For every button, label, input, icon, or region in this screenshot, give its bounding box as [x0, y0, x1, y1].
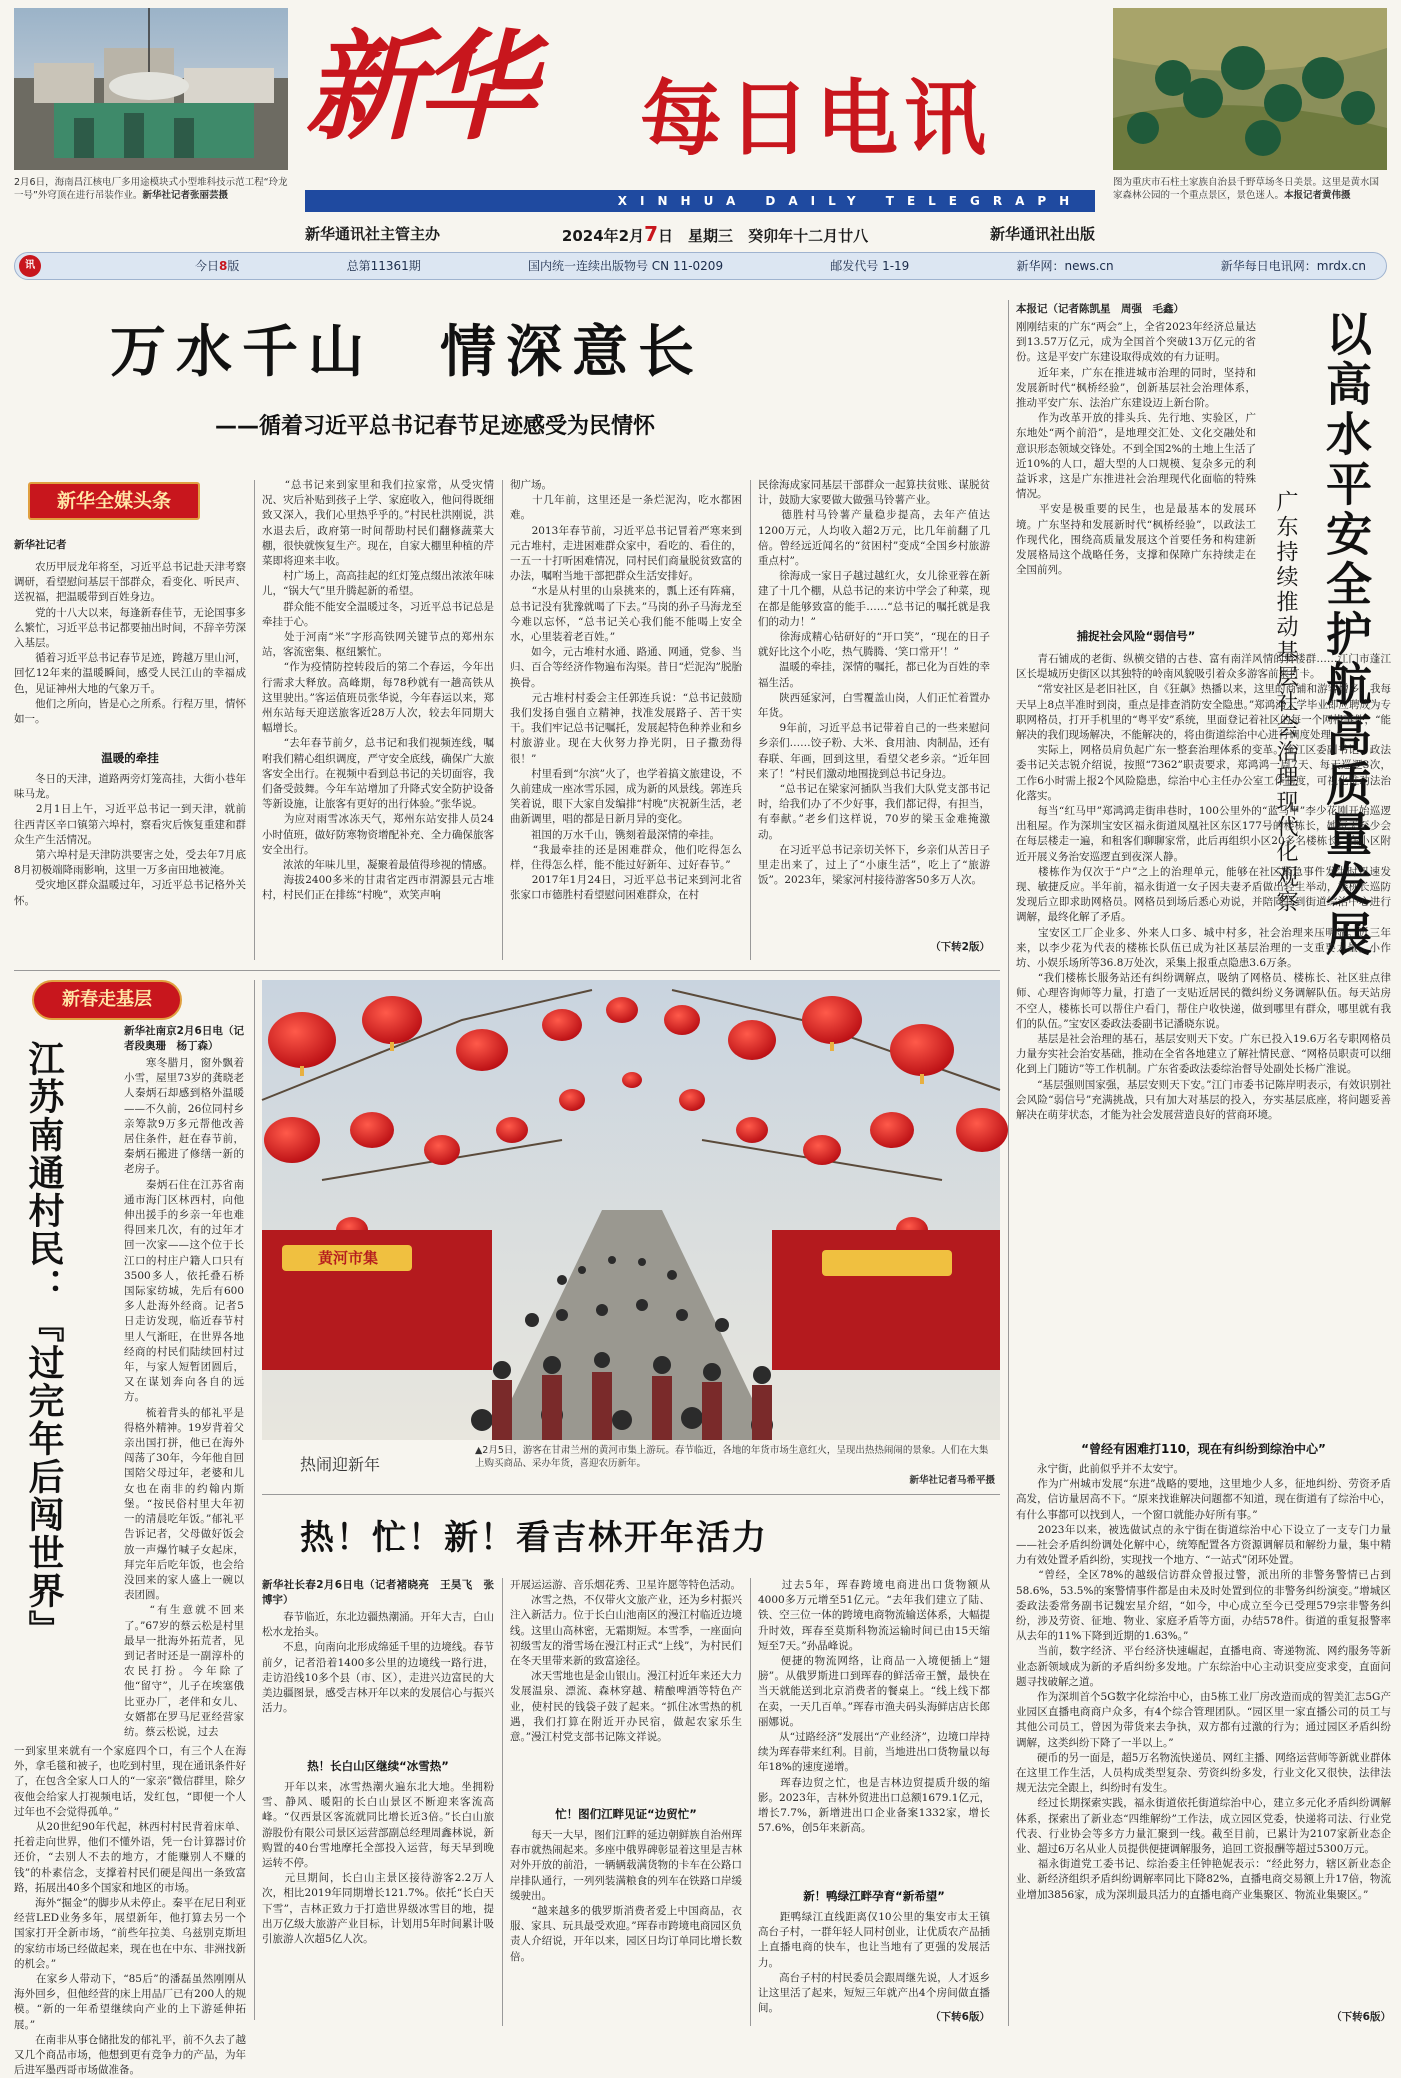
- issue-number: 总第11361期: [346, 259, 421, 273]
- postal-code: 邮发代号 1-19: [830, 259, 910, 273]
- jilin-col1b: 开年以来，冰雪热潮火遍东北大地。坐拥粉雪、静风、暖阳的长白山景区不断迎来客流高峰。“仅西景区客流就同比增长近3倍。”长白山旅游股份有限公司景区运营部副总经理周鑫林说，新购置的40台雪地摩托全部投入运营，每天早到晚运转不停。 元旦期间，长白山主景区接待游客2.2万人次，相比2019年同期增长121.7%。依托“长白天下雪”，吉林正致力于打造世界级冰雪目的地，提出万亿级大旅游产业目标，计划用5年时间累计吸引旅游人次超5亿人次。: [262, 1781, 494, 1946]
- sponsor: 新华通讯社主管主办: [305, 225, 441, 243]
- photo-title: 热闹迎新年: [300, 1455, 381, 1474]
- jilin-sub3: 新！鸭绿江畔孕育“新希望”: [803, 1889, 945, 1903]
- jilin-sub1: 热！长白山区继续“冰雪热”: [307, 1759, 449, 1773]
- jilin-col3b: 距鸭绿江直线距离仅10公里的集安市太王镇高台子村，一群年轻人同村创业，让优质农产品插上直播电商的快车，也让当地有了更强的发展活力。 高台子村的村民委员会跟周继先说，人才返乡让这里活了起来，短短三年就产出4个房间做直播间。: [758, 1911, 990, 2015]
- cn-number: 国内统一连续出版物号 CN 11-0209: [527, 259, 724, 273]
- lead-continued: （下转2版）: [930, 941, 990, 953]
- info-bar: [14, 252, 1387, 280]
- logo-title: 每日电讯: [640, 72, 993, 167]
- base-col-b-visible: 一到家里来就有一个家庭四个口，有三个人在海外，拿毛毯和被子，也吃到村里，现在通讯条件好了，在包含全家人口人的“一家亲”微信群里，除夕夜他会给家人打视频电话，发红包，“即便一个人过年也不会觉得孤单。” 从20世纪90年代起，林西村村民背着床单、托着走向世界，他们不懂外语，凭一台计算器讨价还价，“去别人不去的地方，才能赚别人不赚的钱”的朴素信念，支撑着村民们硬是闯出一条致富路，拓展出40多个国家和地区的市场。 海外“掘金”的脚步从未停止。秦平在尼日利亚经营LED业务多年，展望新年，他打算去另一个国家打开全新市场，“前些年拉美、乌兹别克斯坦的家纺市场已经做起来，现在也在中东、非洲找新的机会。” 在家乡人带动下，“85后”的潘磊虽然刚刚从海外回乡，但他经营的床上用品厂已有200人的规模。“新的一年希望继续向产业的上下游延伸拓展。” 在南非从事仓储批发的郁礼平，前不久去了越又几个商品市场，他想到更有竞争力的产品，为年后进军墨西哥市场做准备。: [14, 1745, 246, 2077]
- guangdong-col-a: 刚刚结束的广东“两会”上，全省2023年经济总量达到13.57万亿元，成为全国首个突破13万亿元的省份。这是平安广东建设取得成效的有力证明。 近年来，广东在推进城市治理的同时，坚持和发展新时代“枫桥经验”，创新基层社会治理体系，推动平安广东、法治广东建设迈上新台阶。 作为改革开放的排头兵、先行地、实验区，广东地处“两个前沿”，是地理交汇处、文化交融处和意识形态领域交锋处。不到全国2%的土地上生活了近10%的人口，超大型的人口规模、复杂多元的利益诉求，这是广东推进社会治理现代化面临的特殊情况。 平安是极重要的民生，也是最基本的发展环境。广东坚持和发展新时代“枫桥经验”，以政法工作现代化，围绕高质量发展这个首要任务和构建新发展格局这个战略任务，支撑和保障广东持续走在全国前列。: [1016, 321, 1256, 577]
- photo-credit: 新华社记者马希平摄: [909, 1475, 995, 1486]
- date-line: [305, 222, 1095, 246]
- jilin-col3: 过去5年，珲春跨境电商进出口货物额从4000多万元增至51亿元。“去年我们建立了陆、铁、空三位一体的跨境电商物流输送体系，大幅提升时效，珲春至莫斯科物流运输时间已由15天缩短至7天。”孙晶峰说。 便捷的物流网络，让商品一入境便插上“翅膀”。从俄罗斯进口到珲春的鲜活帝王蟹，最快在当天就能送到北京消费者的餐桌上。“线上线下都在卖，一天几百单。”珲春市渔夫码头海鲜店店长郎丽娜说。 从“过路经济”发展出“产业经济”，边境口岸持续为珲春带来红利。目前，当地进出口货物量以每年18%的速度递增。 珲春边贸之忙，也是吉林边贸提质升级的缩影。2023年，吉林外贸进出口总额1679.1亿元，增长7.7%，新增进出口企业备案1332家，增长57.6%，创5年来新高。: [758, 1579, 990, 1835]
- xinhua-emblem-icon: 讯: [19, 255, 41, 277]
- jilin-col1: 春节临近，东北边疆热潮涌。开年大吉，白山松水龙抬头。 不息，向南向北形成绵延千里的边境线。春节前夕，记者沿着1400多公里的边境线一路行进，走访沿线10多个县（市、区），走进兴边富民的大美边疆图景，感受吉林开年以来的发展信心与振兴活力。: [262, 1611, 494, 1715]
- lead-title: 万水千山 情深意长: [110, 320, 704, 385]
- lead-col1: 农历甲辰龙年将至，习近平总书记赴天津考察调研，看望慰问基层干部群众，看变化、听民声、送祝福，把温暖带到百姓身边。 党的十八大以来，每逢新春佳节，无论国事多么繁忙，习近平总书记都要抽出时间，不辞辛劳深入基层。 循着习近平总书记春节足迹，跨越万里山河，回忆12年来的温暖瞬间，感受人民江山的幸福成色，见证神州大地的气象万千。 他们之所向，皆是心之所系。行程万里，情怀如一。: [14, 561, 246, 726]
- logo-script: 新华: [305, 17, 530, 156]
- jilin-col2: 开展运运游、音乐烟花秀、卫星许愿等特色活动。 冰雪之热，不仅带火文旅产业，还为乡村振兴注入新活力。位于长白山池南区的漫江村临近边境线。这里山高林密，无霜期短。本雪季，一座面向初级雪友的滑雪场在漫江村正式“上线”，为村民们在冬天里带来新的致富途径。 冰天雪地也是金山银山。漫江村近年来还大力发展温泉、漂流、森林穿越、精酿啤酒等特色产业，使村民的钱袋子鼓了起来。“抓住冰雪热的机遇，我们打算在附近开办民宿，做起农家乐生意。”漫江村党支部书记陈文祥说。: [510, 1579, 742, 1744]
- jilin-byline: 新华社长春2月6日电（记者褚晓亮 王昊飞 张博宇）: [262, 1579, 494, 1607]
- left-photo-caption: 2月6日，海南昌江核电厂多用途模块式小型堆科技示范工程“玲龙一号”外穹顶在进行吊装作业。新华社记者张丽芸摄: [14, 177, 288, 201]
- guangdong-sub1: 捕捉社会风险“弱信号”: [1076, 629, 1196, 643]
- logo-en: XINHUA DAILY TELEGRAPH: [617, 194, 1083, 208]
- logo: [305, 12, 1095, 217]
- web-link[interactable]: 新华网：news.cn: [1016, 259, 1114, 273]
- lead-badge: 新华全媒头条: [28, 482, 200, 520]
- jilin-sub2: 忙！图们江畔见证“边贸忙”: [555, 1807, 697, 1821]
- lead-subtitle: ——循着习近平总书记春节足迹感受为民情怀: [215, 414, 656, 439]
- market-banner: 黄河市集: [317, 1249, 378, 1267]
- lead-byline: 新华社记者: [14, 539, 67, 551]
- guangdong-subtitle: 广东持续推动基层社会治理现代化观察: [1273, 490, 1298, 915]
- base-byline: 新华社南京2月6日电（记者段奥珊 杨丁森）: [124, 1025, 244, 1053]
- lead-col4: 民徐海成家同基层干部群众一起算扶贫账、谋脱贫计，鼓励大家要做大做强马铃薯产业。 德胜村马铃薯产量稳步提高，去年产值达1200万元，人均收入超2万元，比几年前翻了几倍。曾经远近闻名的“贫困村”变成“全国乡村旅游重点村”。 徐海成一家日子越过越红火，女儿徐亚蓉在新建了十几个棚，从总书记的来访中学会了种菜，现在都是能够致富的能手……“总书记的嘱托就是我们的动力！” 徐海成精心钻研好的“开口笑”，“现在的日子就好比这个小吃，热气腾腾、‘笑口常开’！” 温暖的牵挂，深情的嘱托，都已化为百姓的幸福生活。 陕西延家河，白雪覆盖山岗，人们正忙着置办年货。 9年前，习近平总书记带着自己的一些来慰问乡亲们……饺子粉、大米、食用油、肉制品，还有春联、年画，回到这里，看望父老乡亲。“近年回来了！”村民们激动地围拢到总书记身边。 “总书记在梁家河插队当我们大队党支部书记时，给我们办了不少好事，我们都记得，有担当，有奉献。”老乡们这样说，70岁的梁玉金难掩激动。 在习近平总书记亲切关怀下，乡亲们从苦日子里走出来了，过上了“小康生活”，吃上了“旅游饭”。2023年，梁家河村接待游客50多万人次。: [758, 479, 990, 887]
- photo-caption: ▲2月5日，游客在甘肃兰州的黄河市集上游玩。春节临近，各地的年货市场生意红火，呈现出热热闹闹的景象。人们在大集上购买商品、采办年货，喜迎农历新年。: [475, 1445, 989, 1469]
- base-col-a: 寒冬腊月，窗外飘着小雪，屋里73岁的龚晓老人秦炳石却感到格外温暖——不久前，26位同村乡亲筹款9万多元帮他改善居住条件，赶在春节前，秦炳石搬进了修缮一新的老房子。 秦炳石住在江苏省南通市海门区林西村，向他伸出援手的乡亲一年也难得回来几次，有的过年才回一次家——这个位于长江口的村庄户籍人口只有3500多人，依托叠石桥国际家纺城，先后有600多人赴海外经商。记者5日走访发现，临近春节村里人气渐旺，在世界各地经商的村民们陆续回村过年，与家人短暂团圆后，又在谋划奔向各自的远方。 梳着背头的郁礼平是得格外精神。19岁背着父亲出国打拼，他已在海外闯荡了30年，今年他自回国陪父母过年，老婆和儿女也在南非的约翰内斯堡。“按民俗村里大年初一的清晨吃年饭。”郁礼平告诉记者，父母做好饭会放一声爆竹喊子女起床，拜完年后吃年饭，也会给没回来的家人盛上一碗以表团圆。 “有生意就不回来了。”67岁的蔡云松是村里最早一批海外拓荒者，见到记者时还是一副淳朴的农民打扮。今年除了他“留守”，儿子在埃塞俄比亚办厂，老伴和女儿、女婿都在罗马尼亚经营家纺。蔡云松说，过去: [124, 1057, 244, 1738]
- base-badge: 新春走基层: [32, 980, 182, 1020]
- jilin-col2b: 每天一大早，图们江畔的延边朝鲜族自治州珲春市就热闹起来。多座中俄界碑彰显着这里是吉林对外开放的前沿，一辆辆载满货物的卡车在公路口岸排队通行，一列列装满粮食的列车在铁路口岸缓缓驶出。 “越来越多的俄罗斯消费者爱上中国商品，衣服、家具、玩具最受欢迎。”珲春市跨境电商园区负责人介绍说，开年以来，园区日均订单同比增长数倍。: [510, 1829, 742, 1963]
- lead-col3: 彻广场。 十几年前，这里还是一条烂泥沟，吃水都困难。 2013年春节前，习近平总书记冒着严寒来到元古堆村，走进困难群众家中，看吃的、看住的，一五一十打听困难情况，同村民们商量脱贫致富的办法，嘱咐当地干部把群众生活安排好。 “水是从村里的山泉挑来的，瓢上还有阵痛，总书记没有犹豫就喝了下去。”马岗的孙子马海龙至今难以忘怀，“总书记关心我们能不能喝上安全水，心里装着老百姓。” 如今，元古堆村水通、路通、网通，党参、当归、百合等经济作物遍布沟渠。昔日“烂泥沟”脱胎换骨。 元古堆村村委会主任郭连兵说：“总书记鼓励我们发扬自强自立精神，找准发展路子、苦干实干。我们牢记总书记嘱托，发展起特色种养业和乡村旅游业。现在大伙努力挣光阴，日子撒劲得很！” 村里看到“尔滨”火了，也学着搞文旅建设，不久前建成一座冰雪乐园，成为新的风景线。郭连兵笑着说，眼下大家自发编排“村晚”庆祝新生活，老曲新调里，唱的都是日新月异的变化。 祖国的万水千山，镌刻着最深情的牵挂。 “我最牵挂的还是困难群众，他们吃得怎么样，住得怎么样，能不能过好新年、过好春节。” 2017年1月24日，习近平总书记来到河北省张家口市德胜村看望慰问困难群众，在村: [510, 479, 742, 902]
- guangdong-col-b: 青石铺成的老街、纵横交错的古巷、富有南洋风情的骑楼群……江门市蓬江区长堤城历史街区以其独特的岭南风貌吸引着众多游客前来打卡。 “常安社区是老旧社区，自《狂飙》热播以来，这里的商铺和游客增多。我每天早上8点半准时到岗，重点是排查消防安全隐患。”郑鸿鸿大学毕业即应聘成为专职网格员，打开手机里的“粤平安”系统，里面登记着社区的每一个网格事件，“能解决的我们现场解决，不能解决的，将由街道综治中心进行调度处理。” 实际上，网格员肩负起广东一整套治理体系的变革。蓬江区委副书记、政法委书记关志锐介绍说，按照“7362”职责要求，郑鸿鸿一周7天、每天巡逻3次，工作6小时需上报2个风险隐患，综治中心主任办公室工作制度，可视化推动法治化落实。 每当“红马甲”郑鸿鸿走街串巷时，100公里外的“蓝马甲”李少花刚开始巡逻出租屋。作为深圳宝安区福永街道凤凰社区东区177号的楼栋长，她每天至少会在每层楼走一遍，和租客们聊聊家常，此后再组织小区20多名楼栋长，在小区附近开展义务治安巡逻直到夜深人静。 楼栋作为仅次于“户”之上的治理单元，能够在社区紧急事件发生时迅速发现、敏捷反应。半年前，福永街道一女子因夫妻矛盾做出轻生举动，楼栋长巡防发现后立即求助网格员。网格员到场后悉心劝说，并陪同其到街道综治中心进行调解，最终化解了矛盾。 宝安区工厂企业多、外来人口多、城中村多，社会治理来压明显。近三年来，以李少花为代表的楼栋长队伍已成为社区基层治理的一支重要力量。小作坊、小娱乐场所等36.8万处次，采集上报重点隐患3.6万条。 “我们楼栋长服务站还有纠纷调解点，吸纳了网格员、楼栋长、社区驻点律师、心理咨询师等力量，打造了一支贴近居民的微纠纷义务调解队伍。每天站房不空人，楼栋长可以帮住户看门，帮住户收快递，做到哪里有群众，哪里就有我们的队伍。”宝安区委政法委副书记潘晓东说。 基层是社会治理的基石，基层安则天下安。广东已投入19.6万名专职网格员力量夯实社会治安基础，推动在全省各地建立了解社情民意、“网格员职责可以细化到上门随访”等工作机制。广东省委政法委综治督导处副处长杨广淮说。 “基层强则国家强，基层安则天下安。”江门市委书记陈岸明表示，有效识别社会风险“弱信号”充满挑战，只有加大对基层的投入，夯实基层底座，将问题妥善解决在萌芽状态，才能为社会发展营造良好的营商环境。: [1016, 653, 1391, 1122]
- site-link[interactable]: 新华每日电讯网：mrdx.cn: [1220, 259, 1366, 273]
- right-photo-caption: 图为重庆市石柱土家族自治县千野草场冬日美景。这里是黄水国家森林公园的一个重点景区，景色迷人。本报记者黄伟摄: [1113, 177, 1380, 201]
- left-header-photo: [14, 8, 288, 170]
- base-headline: 江苏南通村民：『过完年后闯世界』: [23, 1040, 64, 1648]
- guangdong-sub2: “曾经有困难打110，现在有纠纷到综治中心”: [1081, 1442, 1326, 1456]
- lead-col1b: 冬日的天津，道路两旁灯笼高挂，大街小巷年味马龙。 2月1日上午，习近平总书记一到天津，就前往西青区辛口镇第六埠村，察看灾后恢复重建和群众生产生活情况。 第六埠村是天津防洪要害之处，受去年7月底8月初极端降雨影响，这里一万多亩田地被淹。 受灾地区群众温暖过年，习近平总书记格外关怀。: [14, 773, 246, 907]
- right-header-photo: [1113, 8, 1387, 170]
- publisher: 新华通讯社出版: [989, 225, 1095, 243]
- lead-sub1: 温暖的牵挂: [101, 751, 159, 765]
- guangdong-byline: 本报记（记者陈凯星 周强 毛鑫）: [1016, 303, 1184, 315]
- jilin-continued: （下转6版）: [930, 2011, 990, 2023]
- guangdong-headline: 以高水平安全护航高质量发展: [1319, 310, 1373, 960]
- market-photo: [262, 980, 1000, 1440]
- date: 2024年2月7日 星期三 癸卯年十二月廿八: [561, 222, 869, 246]
- guangdong-continued: （下转6版）: [1331, 2011, 1391, 2023]
- pages-count: 今日8版: [195, 259, 240, 273]
- masthead: [0, 0, 1401, 250]
- lead-col2: “总书记来到家里和我们拉家常，从受灾情况、灾后补贴到孩子上学、家庭收入，他问得既细致又深入，我们心里热乎乎的。”村民杜洪刚说，洪水退去后，政府第一时间帮助村民们翻修蔬菜大棚，很快就恢复生产。现在，自家大棚里种植的芹菜即将迎来丰收。 村广场上，高高挂起的红灯笼点缀出浓浓年味儿，“锅大气”里升腾起新的希望。 群众能不能安全温暖过冬，习近平总书记总是牵挂于心。 处于河南“米”字形高铁网关键节点的郑州东站，客流密集、枢纽繁忙。 “作为疫情防控转段后的第二个春运，今年出行需求大释放。高峰期，每78秒就有一趟高铁从这里驶出。”客运值班员张华说，今年春运以来，郑州东站每天迎送旅客近28万人次，较去年同期大幅增长。 “去年春节前夕，总书记和我们视频连线，嘱咐我们精心组织调度，严守安全底线，确保广大旅客安全出行。在视频中看到总书记的关切面容，我们备受鼓舞。今年车站增加了升降式安全防护设备等新设施，让旅客有更好的出行体验。”张华说。 为应对雨雪冰冻天气，郑州东站安排人员24小时值班，做好防寒物资增配补充、全力确保旅客安全出行。 浓浓的年味儿里，凝聚着最值得珍视的情感。 海拔2400多米的甘肃省定西市渭源县元古堆村，村民们正在排练“村晚”，欢笑声响: [262, 479, 494, 902]
- jilin-headline: 热！忙！新！看吉林开年活力: [300, 1518, 768, 1558]
- guangdong-col-c: 永宁街，此前似乎并不太安宁。 作为广州城市发展“东进”战略的要地，这里地少人多，征地纠纷、劳资矛盾高发，信访量居高不下。“原来找谁解决问题都不知道，现在街道有了综治中心，有什么事都可以找到人，一个窗口就能办好所有事。” 2023年以来，被选做试点的永宁街在街道综治中心下设立了一支专门力量——社会矛盾纠纷调处化解中心，统筹配置各方资源调解员和解纷力量，集中精力有效处置矛盾纠纷，实现找一个地方、“一站式”闭环处置。 “曾经，全区78%的越级信访群众曾报过警，派出所的非警务警情已占到58.6%，53.5%的案警情事件都是由未及时处置到位的非警务纠纷演变。”增城区委政法委常务副书记魏宏星介绍，“如今，中心成立至今已受理579宗非警务纠纷，涉及劳资、征地、物业、家庭矛盾等方面，办结578件。街道的重复报警率从去年的11%下降到近期的1.63%。” 当前，数字经济、平台经济快速崛起，直播电商、寄递物流、网约服务等新业态新领域成为新的矛盾纠纷多发地。广东综治中心主动识变应变求变，直面问题寻找破解之道。 作为深圳首个5G数字化综治中心，由5栋工业厂房改造而成的智美汇志5G产业园区直播电商商户众多，有4个综合管理团队。“园区里一家直播公司的员工与其他公司员工，曾因为带货来去争执，双方都有过激的行为；通过园区矛盾纠纷调解，这类纠纷下降了一半以上。” 硬币的另一面是，超5万名物流快递员、网红主播、网络运营师等新就业群体在这里工作生活，人员构成类型复杂、劳资纠纷多发，行业文化又很快，法律法规无法完全跟上，纠纷时有发生。 经过长期探索实践，福永街道依托街道综治中心，建立多元化矛盾纠纷调解体系，探索出了新业态“四维解纷”工作法，成立园区党委，快递将司法、行业党代表、行业协会等多方力量汇聚到一线。截至目前，已累计为2107家新业态企业、超过6万名从业人员提供便捷调解服务，追回工资报酬等超过5300万元。 福永街道党工委书记、综治委主任钟艳妮表示：“经此努力，辖区新业态企业、新经济组织矛盾纠纷调解率同比下降82%，直播电商交易额上升17倍，物流业增加3856家，成为深圳最具活力的直播电商产业集聚区、物流业集聚区。”: [1016, 1463, 1391, 1901]
